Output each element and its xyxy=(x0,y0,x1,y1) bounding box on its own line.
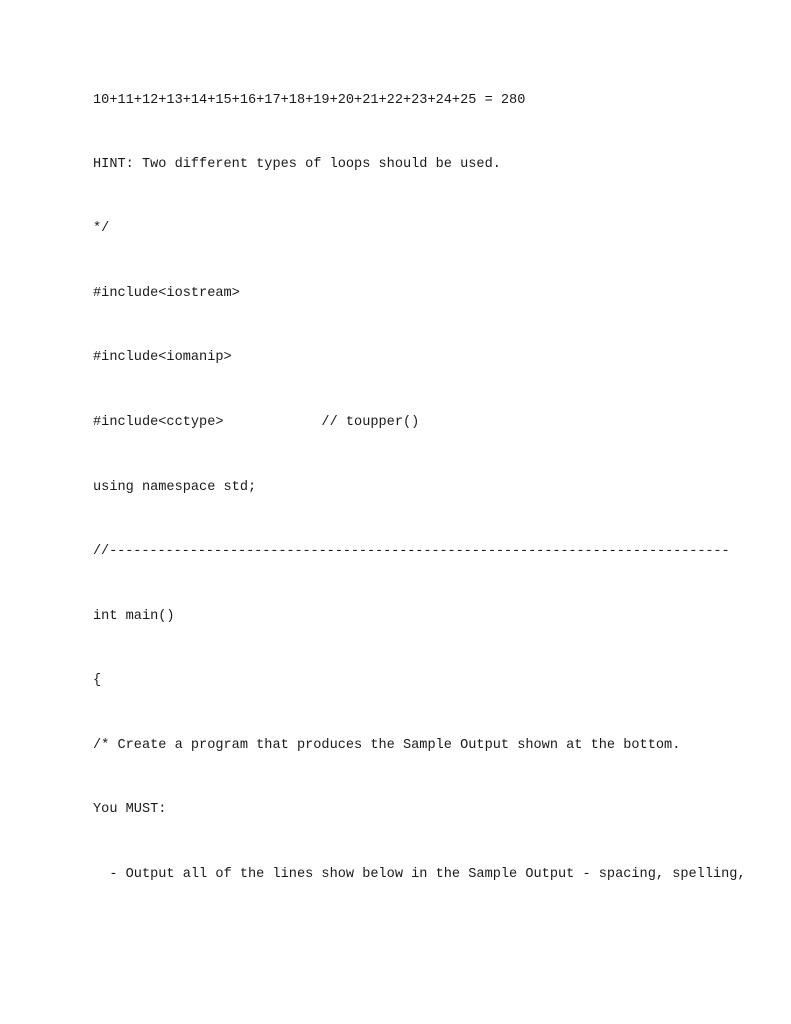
include-iomanip-line: #include<iomanip> xyxy=(93,350,232,365)
open-brace-line: { xyxy=(93,673,102,688)
main-signature-line: int main() xyxy=(93,609,175,624)
comment-close-line: */ xyxy=(93,221,110,236)
using-namespace-line: using namespace std; xyxy=(93,480,257,495)
include-cctype-line: #include<cctype> // toupper() xyxy=(93,415,420,430)
hint-line: HINT: Two different types of loops should be used. xyxy=(93,157,501,172)
separator-comment-line: //----------------------------------------------------------------------------- xyxy=(93,544,730,559)
instructions-comment-line: /* Create a program that produces the Sample Output shown at the bottom. xyxy=(93,738,681,753)
include-iostream-line: #include<iostream> xyxy=(93,286,240,301)
requirement-line: - Output all of the lines show below in the Sample Output - spacing, spelling, xyxy=(93,867,746,882)
sum-output-line: 10+11+12+13+14+15+16+17+18+19+20+21+22+23+24+25 = 280 xyxy=(93,93,526,108)
must-heading-line: You MUST: xyxy=(93,802,167,817)
